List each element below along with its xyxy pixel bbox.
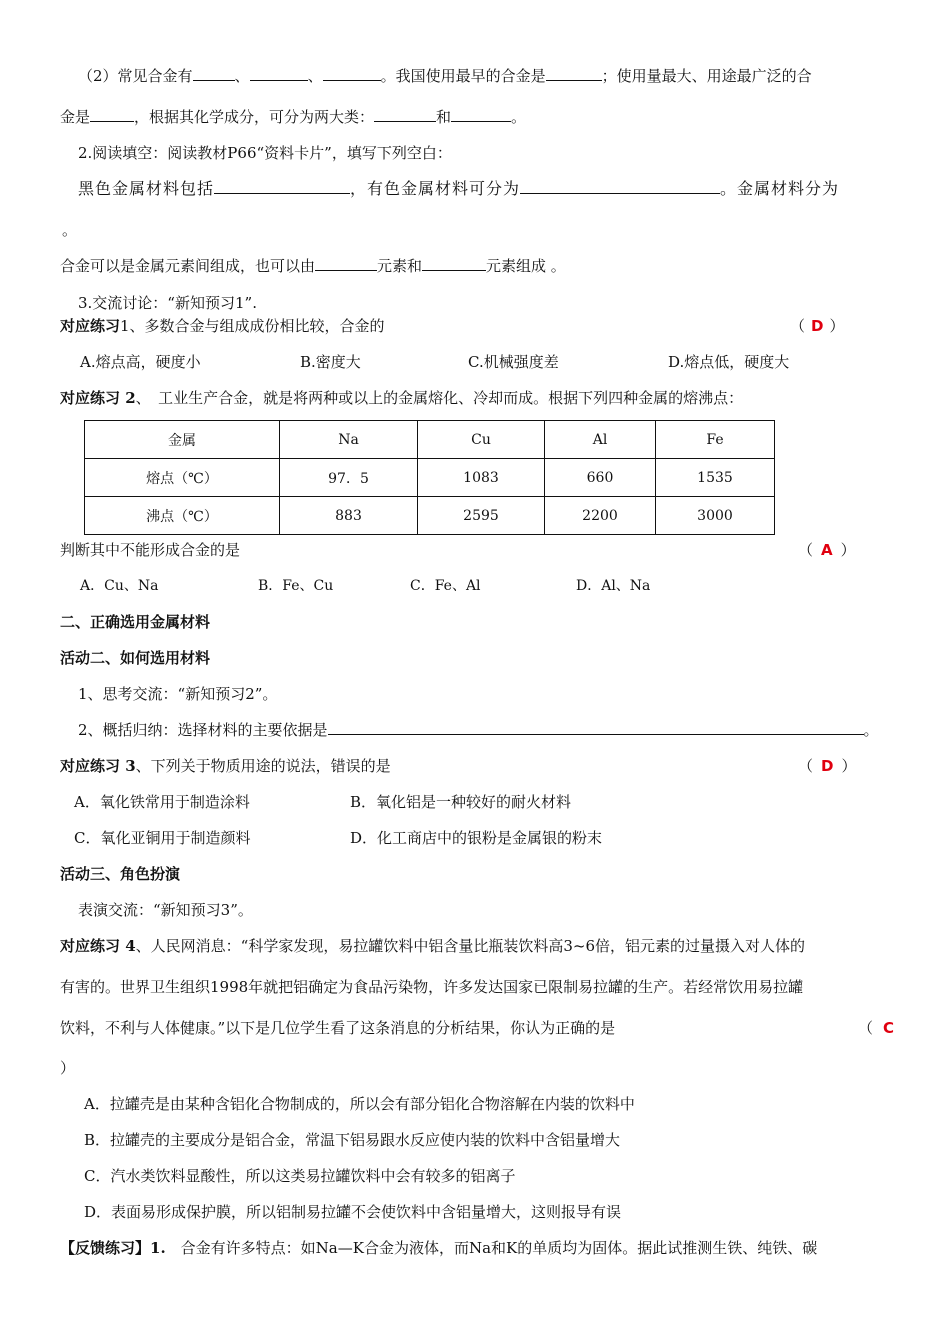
exercise-1-question: 对应练习1、多数合金与组成成份相比较，合金的 [60, 317, 385, 335]
exercise-4-paren-close: ） [60, 1059, 76, 1077]
exercise-1-answer: （ D ） [790, 317, 845, 335]
exercise-4-option-a: A．拉罐壳是由某种含铝化合物制成的，所以会有部分铝化合物溶解在内装的饮料中 [84, 1095, 635, 1113]
table-cell: 金属 [85, 421, 280, 459]
activity-2-item-2: 2、概括归纳：选择材料的主要依据是 。 [78, 721, 879, 739]
answer-letter: D [811, 317, 824, 335]
table-cell: 97．5 [280, 459, 418, 497]
exercise-1-option-d: D.熔点低，硬度大 [668, 353, 790, 371]
exercise-3-option-a: A．氧化铁常用于制造涂料 [74, 793, 250, 811]
exercise-2-judge: 判断其中不能形成合金的是 [60, 541, 241, 559]
blank[interactable] [323, 66, 381, 81]
blank[interactable] [374, 107, 436, 122]
table-cell: Na [280, 421, 418, 459]
activity-2-item-1: 1、思考交流：“新知预习2”。 [78, 685, 278, 703]
answer-letter: C [883, 1019, 895, 1037]
answer-letter: D [821, 757, 834, 775]
blank[interactable] [520, 179, 720, 194]
answer-letter: A [821, 541, 833, 559]
table-cell: 熔点（℃） [85, 459, 280, 497]
blank[interactable] [250, 66, 308, 81]
exercise-4-line-2: 有害的。世界卫生组织1998年就把铝确定为食品污染物，许多发达国家已限制易拉罐的生产。若经常饮用易拉罐 [60, 978, 804, 996]
table-header-row [85, 421, 775, 459]
table-cell: Al [545, 421, 656, 459]
activity-3-item: 表演交流：“新知预习3”。 [78, 901, 253, 919]
exercise-2-option-a: A．Cu、Na [80, 578, 159, 594]
table-cell: 2200 [545, 497, 656, 535]
exercise-4-line-3: 饮料，不利与人体健康。”以下是几位学生看了这条消息的分析结果，你认为正确的是 [60, 1019, 616, 1037]
activity-3-heading: 活动三、角色扮演 [60, 865, 181, 883]
exercise-1-option-c: C.机械强度差 [468, 353, 559, 371]
table-cell: Cu [418, 421, 545, 459]
feedback-exercise: 【反馈练习】1. 合金有许多特点：如Na—K合金为液体，而Na和K的单质均为固体。据此试推测生铁、纯铁、碳 [60, 1239, 818, 1257]
blank[interactable] [451, 107, 511, 122]
section-heading: 二、正确选用金属材料 [60, 613, 211, 631]
exercise-3-option-b: B．氧化铝是一种较好的耐火材料 [350, 793, 572, 811]
blank[interactable] [90, 107, 134, 122]
blank[interactable] [328, 720, 864, 735]
reading-heading: 2.阅读填空：阅读教材P66“资料卡片”，填写下列空白： [78, 144, 452, 162]
reading-period: 。 [62, 221, 78, 239]
blank[interactable] [214, 179, 350, 194]
table-cell: 1535 [656, 459, 775, 497]
blank[interactable] [422, 256, 486, 271]
exercise-2-option-d: D．Al、Na [576, 578, 651, 594]
melting-boiling-table [84, 420, 775, 535]
exercise-3-answer: （ D ） [798, 757, 857, 775]
table-cell: 660 [545, 459, 656, 497]
blank[interactable] [315, 256, 377, 271]
exercise-2-option-b: B．Fe、Cu [258, 578, 334, 594]
blank[interactable] [546, 66, 602, 81]
exercise-3-question: 对应练习 3、下列关于物质用途的说法，错误的是 [60, 757, 391, 775]
table-cell: 883 [280, 497, 418, 535]
exercise-2-question: 对应练习 2、 工业生产合金，就是将两种或以上的金属熔化、冷却而成。根据下列四种金属的熔沸点： [60, 389, 744, 407]
exercise-1-option-b: B.密度大 [300, 353, 361, 371]
q2-line1: （2）常见合金有 、 、 。我国使用最早的合金是 ；使用量最大、用途最广泛的合 [78, 67, 812, 85]
exercise-2-answer: （ A ） [798, 541, 856, 559]
exercise-4-answer: （ C [858, 1019, 895, 1037]
exercise-4-line-1: 对应练习 4、人民网消息：“科学家发现，易拉罐饮料中铝含量比瓶装饮料高3~6倍，铝元素的过量摄入对人体的 [60, 937, 806, 955]
table-cell: 3000 [656, 497, 775, 535]
table-cell: 1083 [418, 459, 545, 497]
exercise-1-option-a: A.熔点高，硬度小 [80, 353, 201, 371]
reading-line1: 黑色金属材料包括 ，有色金属材料可分为 。金属材料分为 [78, 179, 840, 198]
table-row [85, 459, 775, 497]
activity-2-heading: 活动二、如何选用材料 [60, 649, 211, 667]
table-cell: 沸点（℃） [85, 497, 280, 535]
exercise-4-option-b: B．拉罐壳的主要成分是铝合金，常温下铝易跟水反应使内装的饮料中含铝量增大 [84, 1131, 621, 1149]
exercise-4-option-c: C．汽水类饮料显酸性，所以这类易拉罐饮料中会有较多的铝离子 [84, 1167, 516, 1185]
discussion: 3.交流讨论：“新知预习1”. [78, 294, 257, 312]
table-row [85, 497, 775, 535]
blank[interactable] [193, 66, 235, 81]
exercise-3-option-c: C．氧化亚铜用于制造颜料 [74, 829, 251, 847]
exercise-3-option-d: D．化工商店中的银粉是金属银的粉末 [350, 829, 603, 847]
table-cell: Fe [656, 421, 775, 459]
exercise-2-option-c: C．Fe、Al [410, 578, 481, 594]
table-cell: 2595 [418, 497, 545, 535]
q2-line2: 金是 ，根据其化学成分，可分为两大类： 和 。 [60, 108, 527, 126]
reading-line2: 合金可以是金属元素间组成，也可以由 元素和 元素组成 。 [60, 257, 566, 275]
exercise-4-option-d: D．表面易形成保护膜，所以铝制易拉罐不会使饮料中含铝量增大，这则报导有误 [84, 1203, 622, 1221]
